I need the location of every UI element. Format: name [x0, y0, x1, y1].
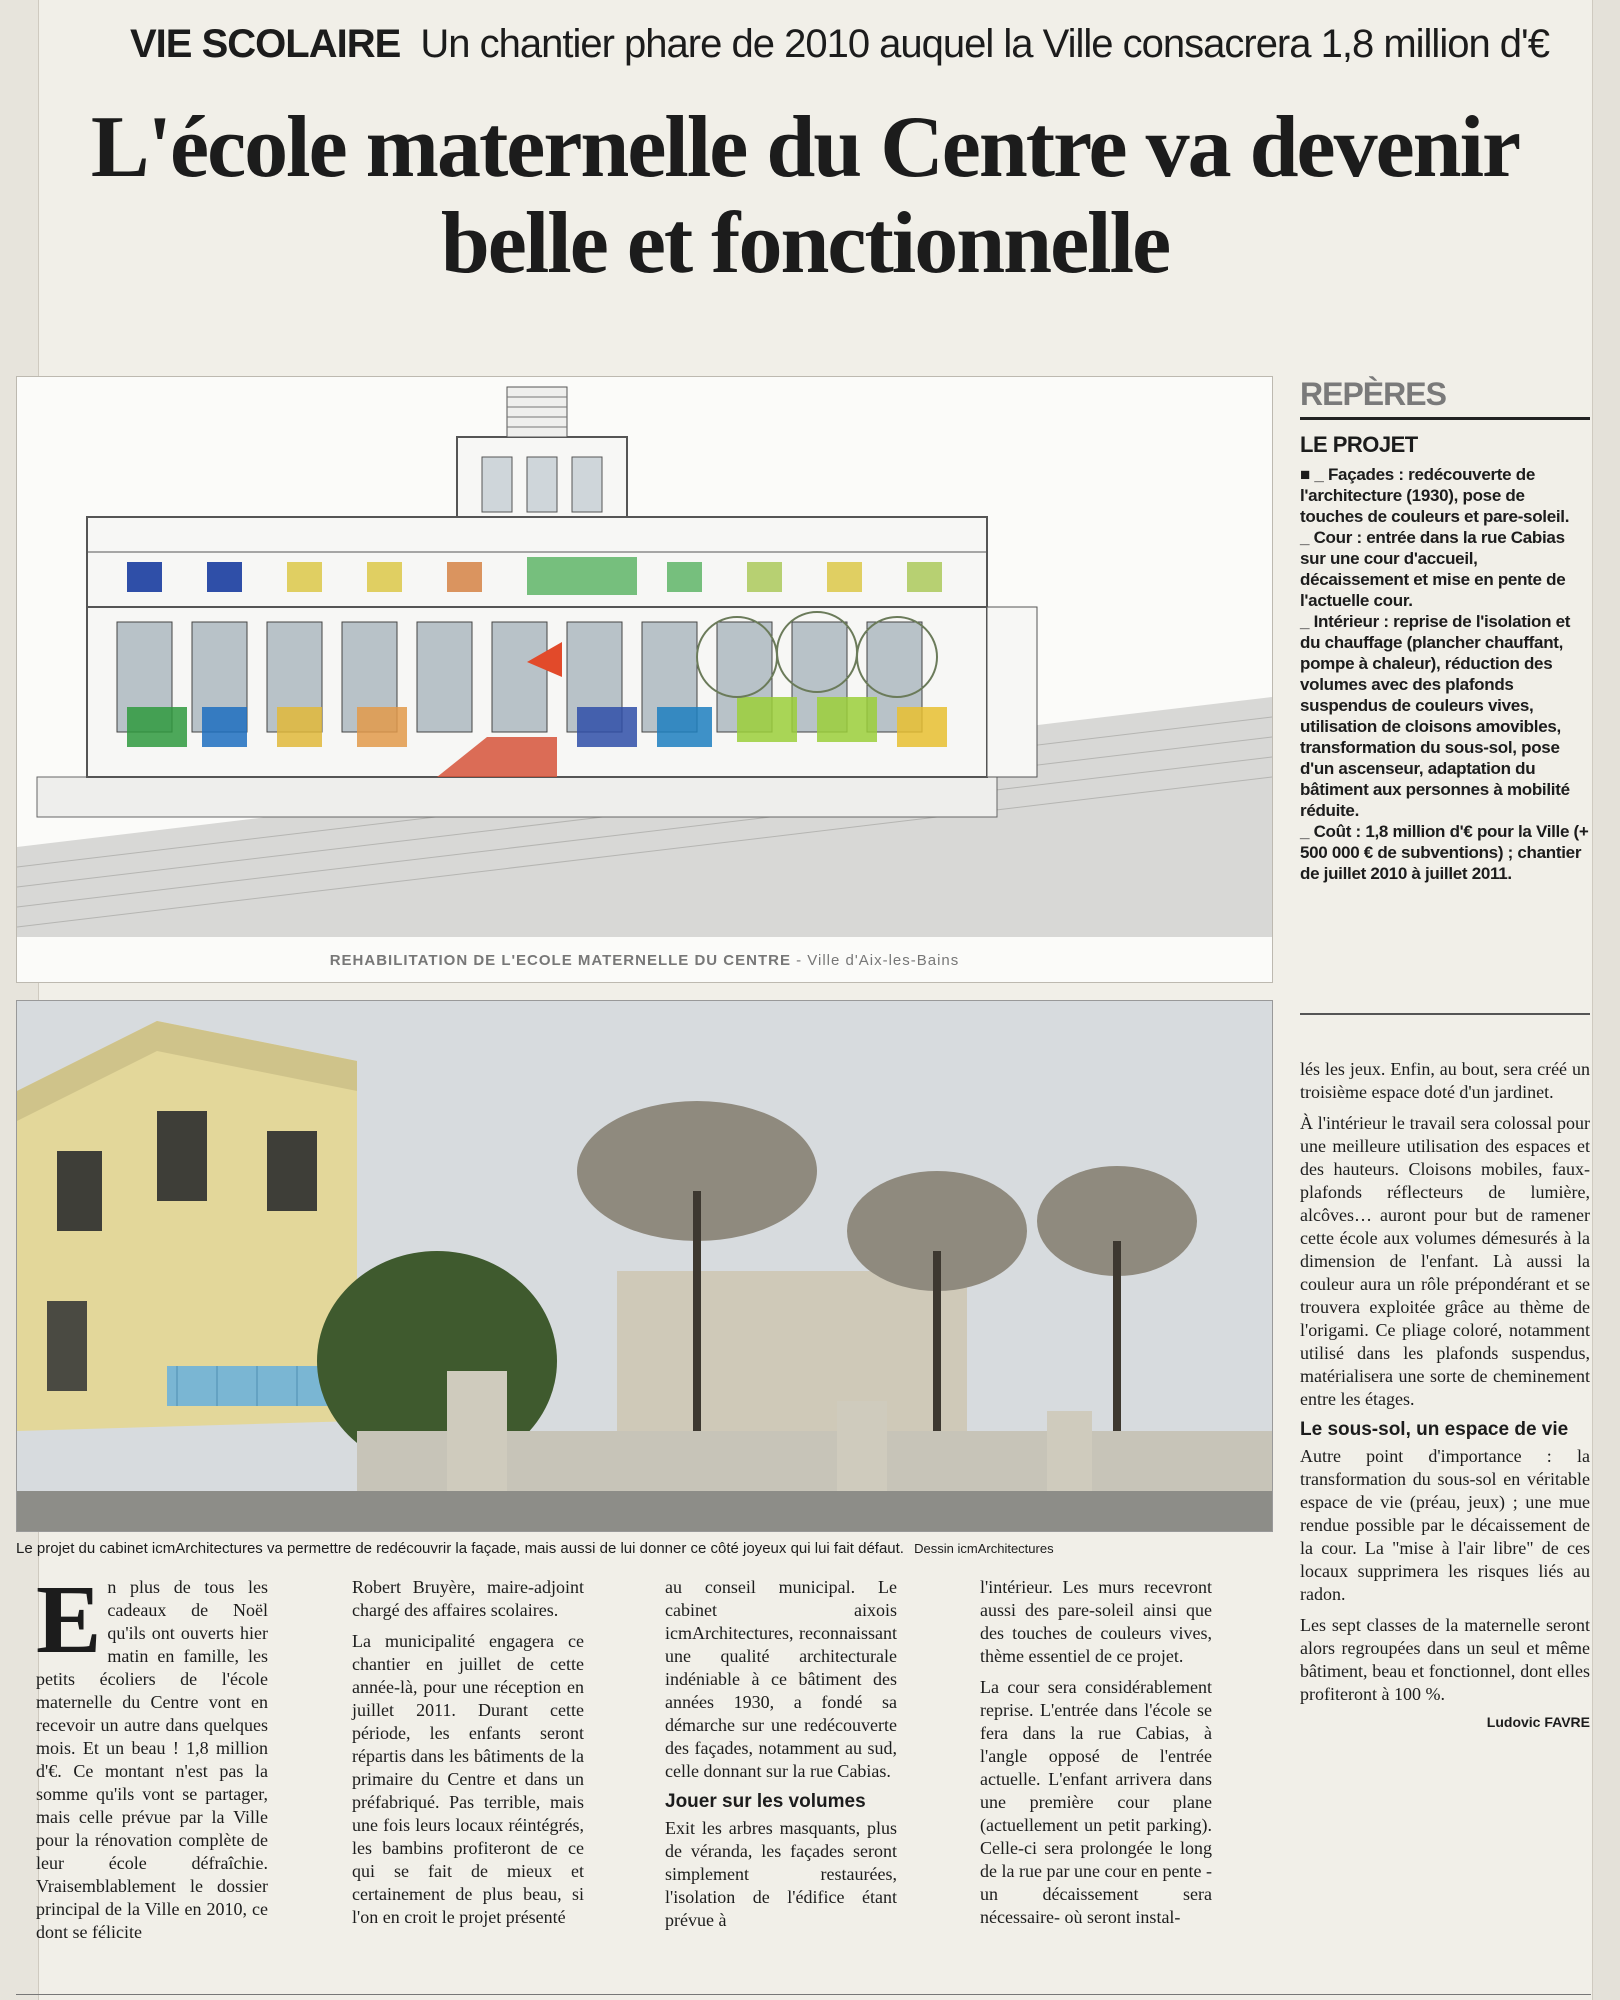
- facade-drawing-svg: [17, 377, 1272, 982]
- facades-text: redécouverte de l'architecture (1930), pose de touches de couleurs et pare-soleil.: [1300, 465, 1570, 526]
- article-column-4: [980, 1576, 1212, 1937]
- lead-text: n plus de tous les cadeaux de Noël qu'ils ont ouverts hier matin en famille, les petits écoliers de l'école maternelle du Centre vont en recevoir un autre dans quelques mois. Et un beau ! 1,8 million d'€. Ce montant n'est pas la somme qu'ils vont se partager, mais celle prévue par la Ville pour la rénovation complète de leur école défraîchie. Vraisemblablement le dossier principal de la Ville en 2010, ce dont se félicite: [36, 1577, 268, 1942]
- photo-caption: [16, 1540, 1271, 1557]
- drawing-caption-sub: - Ville d'Aix-les-Bains: [796, 952, 960, 969]
- photo-illustration-svg: [17, 1001, 1272, 1531]
- drawing-caption: [17, 952, 1272, 969]
- architectural-drawing: [16, 376, 1273, 983]
- drop-cap: E: [36, 1566, 102, 1674]
- adjacent-page-right: [1592, 0, 1620, 2000]
- kicker: [130, 22, 1550, 74]
- school-photograph: [16, 1000, 1273, 1532]
- article-paragraph: La municipalité engagera ce chantier en juillet de cette année-là, pour une réception en juillet 2011. Durant cette période, les enfants seront répartis dans les bâtiments de la primaire du Centre et dans un préfabriqué. Pas terrible, mais une fois leurs locaux réintégrés, les bambins profiteront de ce qui se fait de mieux et certainement de plus beau, si l'on en croit le projet présenté: [352, 1631, 584, 1927]
- cout-text: 1,8 million d'€ pour la Ville (+ 500 000 € de subventions) ; chantier de juillet 2010 à juillet 2011.: [1300, 822, 1589, 883]
- article-column-right: [1300, 1058, 1590, 1730]
- photo-credit: Dessin icmArchitectures: [914, 1541, 1054, 1556]
- reperes-subtitle: LE PROJET: [1300, 432, 1418, 457]
- reperes-interieur: [1300, 611, 1590, 821]
- cour-label: _ Cour :: [1300, 528, 1362, 547]
- article-paragraph: l'intérieur. Les murs recevront aussi des pare-soleil ainsi que des touches de couleurs vives, thème essentiel de ce projet.: [980, 1577, 1212, 1666]
- bottom-rule: [16, 1994, 1591, 1995]
- interieur-text: reprise de l'isolation et du chauffage (plancher chauffant, pompe à chaleur), réduction des volumes avec des plafonds suspendus de couleurs vives, utilisation de cloisons amovibles, transformation du sous-sol, pose d'un ascenseur, adaptation du bâtiment aux personnes à mobilité réduite.: [1300, 612, 1571, 820]
- reperes-cout: [1300, 821, 1590, 884]
- reperes-cour: [1300, 527, 1590, 611]
- reperes-title: REPÈRES: [1300, 376, 1590, 420]
- rubric: VIE SCOLAIRE: [130, 22, 401, 66]
- article-column-3: [665, 1576, 897, 1940]
- interieur-label: _ Intérieur :: [1300, 612, 1389, 631]
- subhead-volumes: Jouer sur les volumes: [665, 1791, 866, 1812]
- drawing-caption-main: REHABILITATION DE L'ECOLE MATERNELLE DU CENTRE: [329, 952, 791, 969]
- article-column-2: [352, 1576, 584, 1937]
- cout-label: _ Coût :: [1300, 822, 1361, 841]
- article-paragraph: Exit les arbres masquants, plus de véranda, les façades seront simplement restaurées, l'isolation de l'édifice étant prévue à: [665, 1818, 897, 1930]
- author-signature: Ludovic FAVRE: [1486, 1714, 1590, 1730]
- subhead-sous-sol: Le sous-sol, un espace de vie: [1300, 1419, 1569, 1440]
- photo-caption-text: Le projet du cabinet icmArchitectures va permettre de redécouvrir la façade, mais aussi de lui donner ce côté joyeux qui lui fait défaut.: [16, 1540, 904, 1557]
- reperes-divider: [1300, 1013, 1590, 1015]
- deck: Un chantier phare de 2010 auquel la Ville consacrera 1,8 million d'€: [420, 22, 1549, 66]
- reperes-facades: [1300, 464, 1590, 527]
- reperes-box: [1300, 376, 1590, 884]
- facades-label: ■ _ Façades :: [1300, 465, 1404, 484]
- article-paragraph: au conseil municipal. Le cabinet aixois icmArchitectures, reconnaissant une qualité architecturale indéniable à ce bâtiment des années 1930, a fondé sa démarche sur une redécouverte des façades, notamment au sud, celle donnant sur la rue Cabias.: [665, 1577, 897, 1781]
- article-lead-paragraph: [36, 1566, 268, 1944]
- headline: L'école maternelle du Centre va devenir belle et fonctionnelle: [90, 99, 1520, 292]
- article-paragraph: Autre point d'importance : la transformation du sous-sol en véritable espace de vie (préau, jeux) ; une mue rendue possible par le décaissement de la cour. La "mise à l'air libre" de ces locaux supprimera les risques liés au radon.: [1300, 1446, 1590, 1604]
- article-paragraph: À l'intérieur le travail sera colossal pour une meilleure utilisation des espaces et des hauteurs. Cloisons mobiles, faux-plafonds réflecteurs de lumière, alcôves… auront pour but de ramener cette école aux volumes démesurés à la dimension de l'enfant. Là aussi la couleur aura un rôle prépondérant et se trouvera exploitée grâce au thème de l'origami. Ce pliage coloré, notamment utilisé dans les plafonds suspendus, matérialisera une sorte de cheminement entre les étages.: [1300, 1113, 1590, 1409]
- article-paragraph: lés les jeux. Enfin, au bout, sera créé un troisième espace doté d'un jardinet.: [1300, 1059, 1590, 1102]
- article-paragraph: Les sept classes de la maternelle seront alors regroupées dans un seul et même bâtiment, beau et fonctionnel, dont elles profiteront à 100 %.: [1300, 1615, 1590, 1704]
- article-paragraph: La cour sera considérablement reprise. L'entrée dans l'école se fera dans la rue Cabias, à l'angle opposé de l'entrée actuelle. L'enfant arrivera dans une première cour plane (actuellement un petit parking). Celle-ci sera prolongée le long de la rue par une cour en pente -un décaissement sera nécessaire- où seront instal-: [980, 1677, 1212, 1927]
- article-paragraph: Robert Bruyère, maire-adjoint chargé des affaires scolaires.: [352, 1577, 584, 1620]
- cour-text: entrée dans la rue Cabias sur une cour d'accueil, décaissement et mise en pente de l'actuelle cour.: [1300, 528, 1566, 610]
- article-column-1: [36, 1566, 268, 1952]
